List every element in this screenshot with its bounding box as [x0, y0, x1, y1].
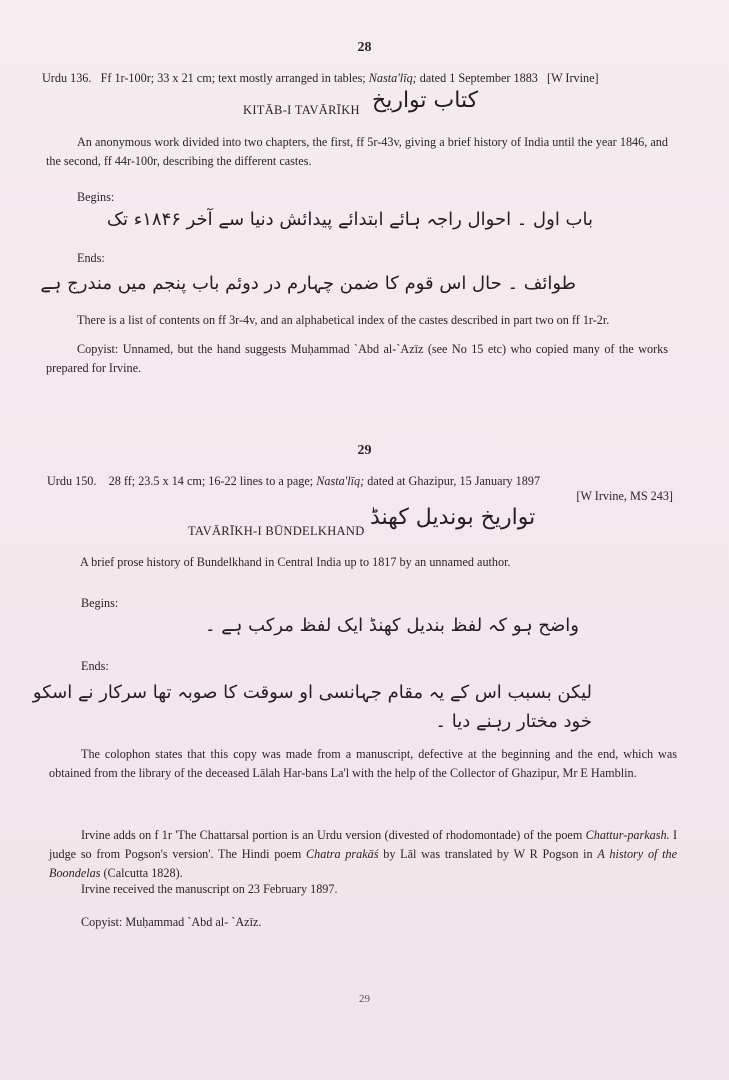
ends-urdu-line-2: خود مختار رہنے دیا ۔: [435, 711, 592, 732]
entry-header-line: [42, 70, 667, 86]
ends-label: Ends:: [81, 659, 109, 673]
title-latin: TAVĀRĪKH-I BŪNDELKHAND: [188, 524, 365, 538]
book-title: A history of the Boondelas: [49, 847, 678, 880]
provenance: [W Irvine, MS 243]: [576, 489, 673, 503]
manuscript-details: 28 ff; 23.5 x 14 cm; 16-22 lines to a page;: [108, 474, 314, 488]
irvine-note-text: I judge so from Pogson's version'. The Hindi poem: [49, 828, 677, 861]
manuscript-date: dated at Ghazipur, 15 January 1897: [367, 474, 541, 488]
poem-title: Chattur-parkash.: [585, 828, 670, 842]
ends-urdu: طوائف ۔ حال اس قوم کا ضمن چہارم در دوئم باب پنجم میں مندرج ہے: [40, 273, 576, 294]
begins-urdu: واضح ہو کہ لفظ بندیل کھنڈ ایک لفظ مرکب ہے ۔: [205, 615, 579, 636]
copyist: Copyist: Unnamed, but the hand suggests Muḥammad `Abd al-`Azīz (see No 15 etc) who copied many of the works prepared for Irvine.: [46, 342, 668, 375]
description: A brief prose history of Bundelkhand in Central India up to 1817 by an unnamed author.: [80, 555, 511, 569]
shelfmark: Urdu 150.: [47, 474, 97, 488]
received-note: Irvine received the manuscript on 23 February 1897.: [81, 882, 338, 896]
title-latin: KITĀB-I TAVĀRĪKH: [243, 103, 360, 117]
title-urdu: تواریخ بوندیل کھنڈ: [370, 505, 536, 530]
manuscript-date: dated 1 September 1883: [419, 71, 538, 85]
manuscript-details: Ff 1r-100r; 33 x 21 cm; text mostly arranged in tables;: [100, 71, 366, 85]
begins-label: Begins:: [77, 190, 115, 204]
footer-page-number: 29: [359, 993, 370, 1005]
description: An anonymous work divided into two chapters, the first, ff 5r-43v, giving a brief history of India until the year 1846, and the second, ff 44r-100r, describing the different castes.: [46, 135, 668, 168]
begins-label: Begins:: [81, 596, 119, 610]
ends-label: Ends:: [77, 251, 105, 265]
entry-number: 29: [357, 443, 372, 458]
irvine-note-text: by Lāl was translated by W R Pogson in: [383, 847, 593, 861]
irvine-note: [49, 826, 677, 883]
entry-header-line: [47, 473, 673, 489]
script-name: Nasta'līq;: [316, 474, 365, 488]
provenance: [W Irvine]: [547, 71, 599, 85]
poem-title: Chatra prakāś: [306, 847, 379, 861]
shelfmark: Urdu 136.: [42, 71, 92, 85]
ends-urdu-line-1: لیکن بسبب اس کے یہ مقام جہانسی او سوقت کا صوبہ تھا سرکار نے اسکو: [32, 682, 592, 703]
contents-note: There is a list of contents on ff 3r-4v, and an alphabetical index of the castes described in part two on ff 1r-2r.: [77, 313, 610, 327]
irvine-note-text: Irvine adds on f 1r 'The Chattarsal portion is an Urdu version (divested of rhodomontade) of the poem: [81, 828, 583, 842]
copyist: Copyist: Muḥammad `Abd al- `Azīz.: [81, 915, 262, 929]
begins-urdu: باب اول ۔ احوال راجہ ہائے ابتدائے پیدائش دنیا سے آخر ۱۸۴۶ء تک: [106, 209, 593, 230]
title-urdu: کتاب تواریخ: [372, 88, 479, 113]
colophon: The colophon states that this copy was made from a manuscript, defective at the beginning and the end, which was obtained from the library of the deceased Lālah Har-bans La'l with the help of the Collector of Ghazipur, Mr E Hamblin.: [49, 747, 677, 780]
script-name: Nasta'līq;: [368, 71, 417, 85]
entry-number: 28: [357, 40, 372, 55]
irvine-note-text: (Calcutta 1828).: [103, 866, 183, 880]
